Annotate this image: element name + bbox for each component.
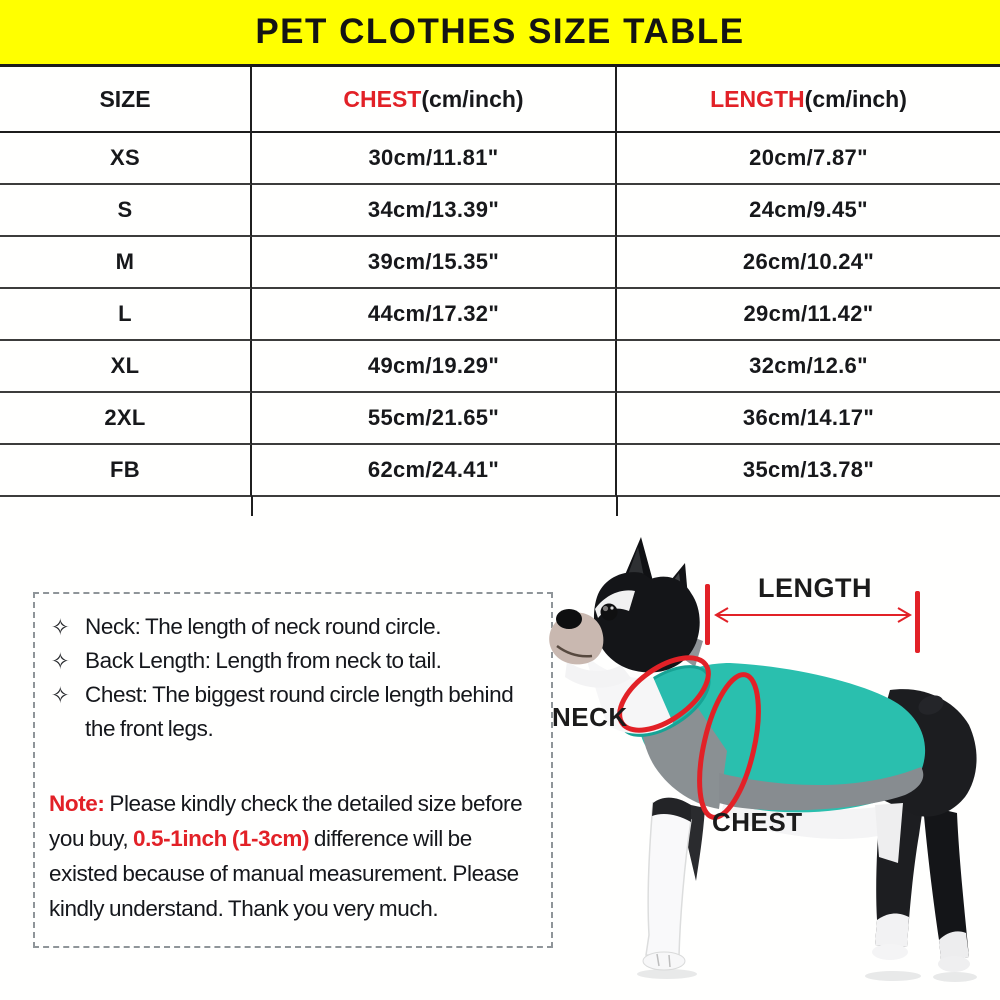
- chest-cell: 44cm/17.32": [252, 289, 617, 341]
- table-row: [0, 445, 1000, 497]
- size-table: [0, 64, 1000, 497]
- length-cell: 32cm/12.6": [617, 341, 1000, 393]
- header-length: LENGTH (cm/inch): [617, 67, 1000, 133]
- list-item: [49, 678, 541, 746]
- chest-cell: 39cm/15.35": [252, 237, 617, 289]
- column-divider-stub: [251, 496, 253, 516]
- chest-cell: 62cm/24.41": [252, 445, 617, 497]
- size-cell: L: [0, 289, 252, 341]
- dog-head: [549, 537, 700, 688]
- chest-cell: 49cm/19.29": [252, 341, 617, 393]
- diamond-bullet-icon: ✧: [50, 648, 70, 674]
- size-cell: XS: [0, 133, 252, 185]
- title-banner: [0, 0, 1000, 64]
- size-cell: S: [0, 185, 252, 237]
- chest-cell: 34cm/13.39": [252, 185, 617, 237]
- size-cell: FB: [0, 445, 252, 497]
- size-cell: M: [0, 237, 252, 289]
- length-label: LENGTH: [758, 573, 872, 603]
- header-size: SIZE: [0, 67, 252, 133]
- front-leg: [643, 798, 705, 970]
- length-cell: 26cm/10.24": [617, 237, 1000, 289]
- note-text: difference will be existed because of manual measurement. Please kindly understand. Thank you very much.: [49, 826, 519, 921]
- length-cell: 29cm/11.42": [617, 289, 1000, 341]
- measuring-guide-box: [33, 592, 553, 948]
- dog-nose: [556, 609, 582, 629]
- length-cell: 35cm/13.78": [617, 445, 1000, 497]
- note-text: Please kindly check the detailed size before you buy,: [49, 791, 523, 851]
- page-title: PET CLOTHES SIZE TABLE: [255, 12, 745, 51]
- list-item: [49, 610, 541, 644]
- table-row: [0, 185, 1000, 237]
- note-label: Note:: [49, 791, 105, 816]
- list-item: [49, 644, 541, 678]
- length-cell: 36cm/14.17": [617, 393, 1000, 445]
- diamond-bullet-icon: ✧: [50, 614, 70, 640]
- length-cell: 20cm/7.87": [617, 133, 1000, 185]
- guide-text-neck: Neck: The length of neck round circle.: [85, 614, 442, 639]
- chest-cell: 30cm/11.81": [252, 133, 617, 185]
- chest-label: CHEST: [712, 807, 803, 837]
- size-cell: XL: [0, 341, 252, 393]
- guide-text-back-length: Back Length: Length from neck to tail.: [85, 648, 442, 673]
- table-header-row: [0, 67, 1000, 133]
- table-row: [0, 393, 1000, 445]
- length-cell: 24cm/9.45": [617, 185, 1000, 237]
- table-row: [0, 133, 1000, 185]
- size-cell: 2XL: [0, 393, 252, 445]
- table-row: [0, 289, 1000, 341]
- table-row: [0, 237, 1000, 289]
- length-bar-right: [915, 591, 920, 653]
- paw-shadows: [637, 969, 977, 982]
- guide-text-chest: Chest: The biggest round circle length behind the front legs.: [85, 682, 514, 741]
- table-row: [0, 341, 1000, 393]
- neck-label: NECK: [552, 702, 628, 732]
- chest-cell: 55cm/21.65": [252, 393, 617, 445]
- length-arrow: [716, 608, 910, 622]
- header-chest: CHEST (cm/inch): [252, 67, 617, 133]
- length-bar-left: [705, 584, 710, 645]
- note-tolerance-highlight: 0.5-1inch (1-3cm): [133, 826, 310, 851]
- dog-eye: [601, 604, 618, 621]
- measurement-note: [49, 786, 541, 926]
- diamond-bullet-icon: ✧: [50, 682, 70, 708]
